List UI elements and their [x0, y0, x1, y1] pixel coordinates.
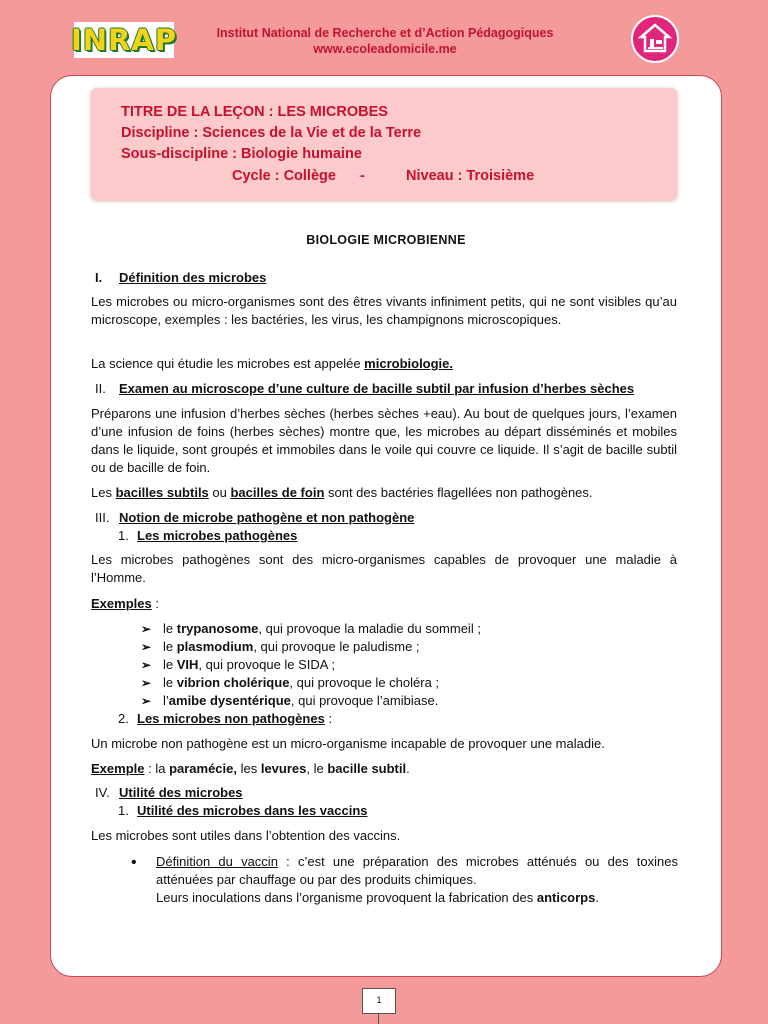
list-item-pre: le — [163, 621, 177, 636]
arrow-bullet-icon: ➢ — [141, 658, 152, 672]
anticorps-end: . — [595, 890, 599, 905]
section-2-number: II. — [95, 381, 106, 396]
arrow-bullet-icon: ➢ — [141, 676, 152, 690]
anticorps-pre: Leurs inoculations dans l’organisme provoquent la fabrication des — [156, 890, 537, 905]
list-item-pre: le — [163, 639, 177, 654]
page-number: 1 — [362, 988, 396, 1014]
lesson-separator: - — [360, 168, 365, 184]
list-item-term: amibe dysentérique — [168, 693, 291, 708]
bacilles-subtils-term: bacilles subtils — [115, 485, 209, 500]
section-3-sub-2 — [118, 710, 332, 728]
website-link[interactable]: www.ecoleadomicile.me — [313, 42, 457, 56]
bacilles-mid: ou — [208, 485, 231, 500]
example-mid-2: , le — [306, 761, 328, 776]
example-term-2: levures — [260, 761, 307, 776]
list-item-post: , qui provoque l’amibiase. — [290, 693, 439, 708]
list-item — [141, 656, 335, 674]
lesson-sub-discipline: Sous-discipline : Biologie humaine — [121, 146, 362, 162]
example-term-3: bacille subtil — [327, 761, 407, 776]
section-3-number: III. — [95, 510, 110, 525]
section-4-title: Utilité des microbes — [119, 785, 243, 800]
section-3-title: Notion de microbe pathogène et non pathogène — [119, 510, 415, 525]
sub-2-colon: : — [324, 711, 333, 726]
arrow-bullet-icon: ➢ — [141, 622, 152, 636]
lesson-card — [50, 75, 722, 977]
list-item-pre: le — [163, 657, 177, 672]
bacilles-foin-term: bacilles de foin — [230, 485, 325, 500]
section-2-heading — [95, 380, 634, 398]
non-pathogene-example — [91, 760, 677, 778]
section-1-science — [91, 355, 677, 373]
section-3-sub-1 — [118, 527, 297, 545]
non-pathogene-paragraph: Un microbe non pathogène est un micro-organisme incapable de provoquer une maladie. — [91, 736, 605, 751]
examples-label — [91, 595, 159, 613]
lesson-level: Niveau : Troisième — [406, 168, 535, 184]
example-mid-1: les — [237, 761, 261, 776]
page-header — [0, 0, 768, 75]
example-pre: : la — [144, 761, 170, 776]
inrap-logo-text: INRAP — [70, 23, 178, 57]
home-school-logo-icon — [631, 15, 679, 63]
lesson-title: TITRE DE LA LEÇON : LES MICROBES — [121, 104, 388, 120]
examples-label-text: Exemples — [91, 596, 152, 611]
inrap-logo — [70, 22, 178, 58]
section-1-title: Définition des microbes — [119, 270, 267, 285]
science-term: microbiologie. — [364, 356, 454, 371]
header-text — [190, 25, 580, 57]
list-item-term: VIH — [176, 657, 199, 672]
list-item — [141, 638, 420, 656]
pathogenes-paragraph: Les microbes pathogènes sont des micro-organismes capables de provoquer une maladie à l’Homme. — [91, 552, 677, 585]
section-1-number: I. — [95, 270, 103, 285]
section-2-title: Examen au microscope d’une culture de bacille subtil par infusion d’herbes sèches — [119, 381, 635, 396]
section-4-sub-1-number: 1. — [118, 803, 129, 818]
list-item-pre: le — [163, 675, 177, 690]
list-item-pre: l’ — [163, 693, 169, 708]
lesson-cycle: Cycle : Collège — [232, 168, 336, 184]
arrow-bullet-icon: ➢ — [141, 694, 152, 708]
bacilles-post: sont des bactéries flagellées non pathogènes. — [324, 485, 593, 500]
sub-1-title: Les microbes pathogènes — [137, 528, 298, 543]
list-item-post: , qui provoque le paludisme ; — [253, 639, 420, 654]
section-1-paragraph: Les microbes ou micro-organismes sont des êtres vivants infiniment petits, qui ne sont visibles qu’au microscope, exemples : les bactéries, les virus, les champignons microscopiques. — [91, 294, 677, 327]
lesson-title-box — [91, 88, 677, 200]
lesson-discipline: Discipline : Sciences de la Vie et de la Terre — [121, 125, 422, 141]
sub-2-number: 2. — [118, 711, 129, 726]
list-item-term: trypanosome — [176, 621, 259, 636]
list-item-term: vibrion cholérique — [176, 675, 290, 690]
section-4-number: IV. — [95, 785, 110, 800]
bacilles-pre: Les — [91, 485, 116, 500]
example-label: Exemple — [91, 761, 145, 776]
page-number-connector — [378, 1014, 379, 1024]
list-item — [141, 692, 438, 710]
sub-2-title: Les microbes non pathogènes — [137, 711, 325, 726]
arrow-bullet-icon: ➢ — [141, 640, 152, 654]
section-title: BIOLOGIE MICROBIENNE — [306, 233, 466, 247]
institute-name: Institut National de Recherche et d’Action Pédagogiques — [216, 26, 554, 40]
sub-1-number: 1. — [118, 528, 129, 543]
list-item — [141, 674, 439, 692]
vaccin-definition-text: : c’est une préparation des microbes atténués ou des toxines atténuées par chauffage ou par des produits chimiques. — [156, 854, 678, 887]
bullet-dot-icon: • — [131, 854, 137, 871]
example-end: . — [406, 761, 410, 776]
list-item-post: , qui provoque le SIDA ; — [198, 657, 335, 672]
list-item — [141, 620, 481, 638]
vaccin-anticorps — [156, 889, 678, 907]
list-item-term: plasmodium — [176, 639, 254, 654]
section-4-sub-1-title: Utilité des microbes dans les vaccins — [137, 803, 368, 818]
section-1-heading — [95, 269, 266, 287]
section-3-heading — [95, 509, 414, 527]
science-prefix: La science qui étudie les microbes est appelée — [91, 356, 365, 371]
section-4-sub-1 — [118, 802, 368, 820]
vaccin-definition — [156, 853, 678, 889]
section-2-bacilles — [91, 484, 677, 502]
examples-colon: : — [151, 596, 159, 611]
example-term-1: paramécie, — [169, 761, 237, 776]
list-item-post: , qui provoque le choléra ; — [289, 675, 440, 690]
section-2-paragraph: Préparons une infusion d’herbes sèches (herbes sèches +eau). Au bout de quelques jours, l’examen d’une infusion de foins (herbes sèches) montre que, les microbes au départ disséminés et mobiles dans le liquide, sont groupés et immobiles dans le voile qui couvre ce liquide. Il s’agit de bacille subtil ou de bacille de foin. — [91, 406, 677, 475]
anticorps-term: anticorps — [536, 890, 596, 905]
vaccins-paragraph: Les microbes sont utiles dans l’obtention des vaccins. — [91, 828, 401, 843]
vaccin-definition-label: Définition du vaccin — [156, 854, 278, 869]
list-item-post: , qui provoque la maladie du sommeil ; — [258, 621, 481, 636]
section-4-heading — [95, 784, 243, 802]
